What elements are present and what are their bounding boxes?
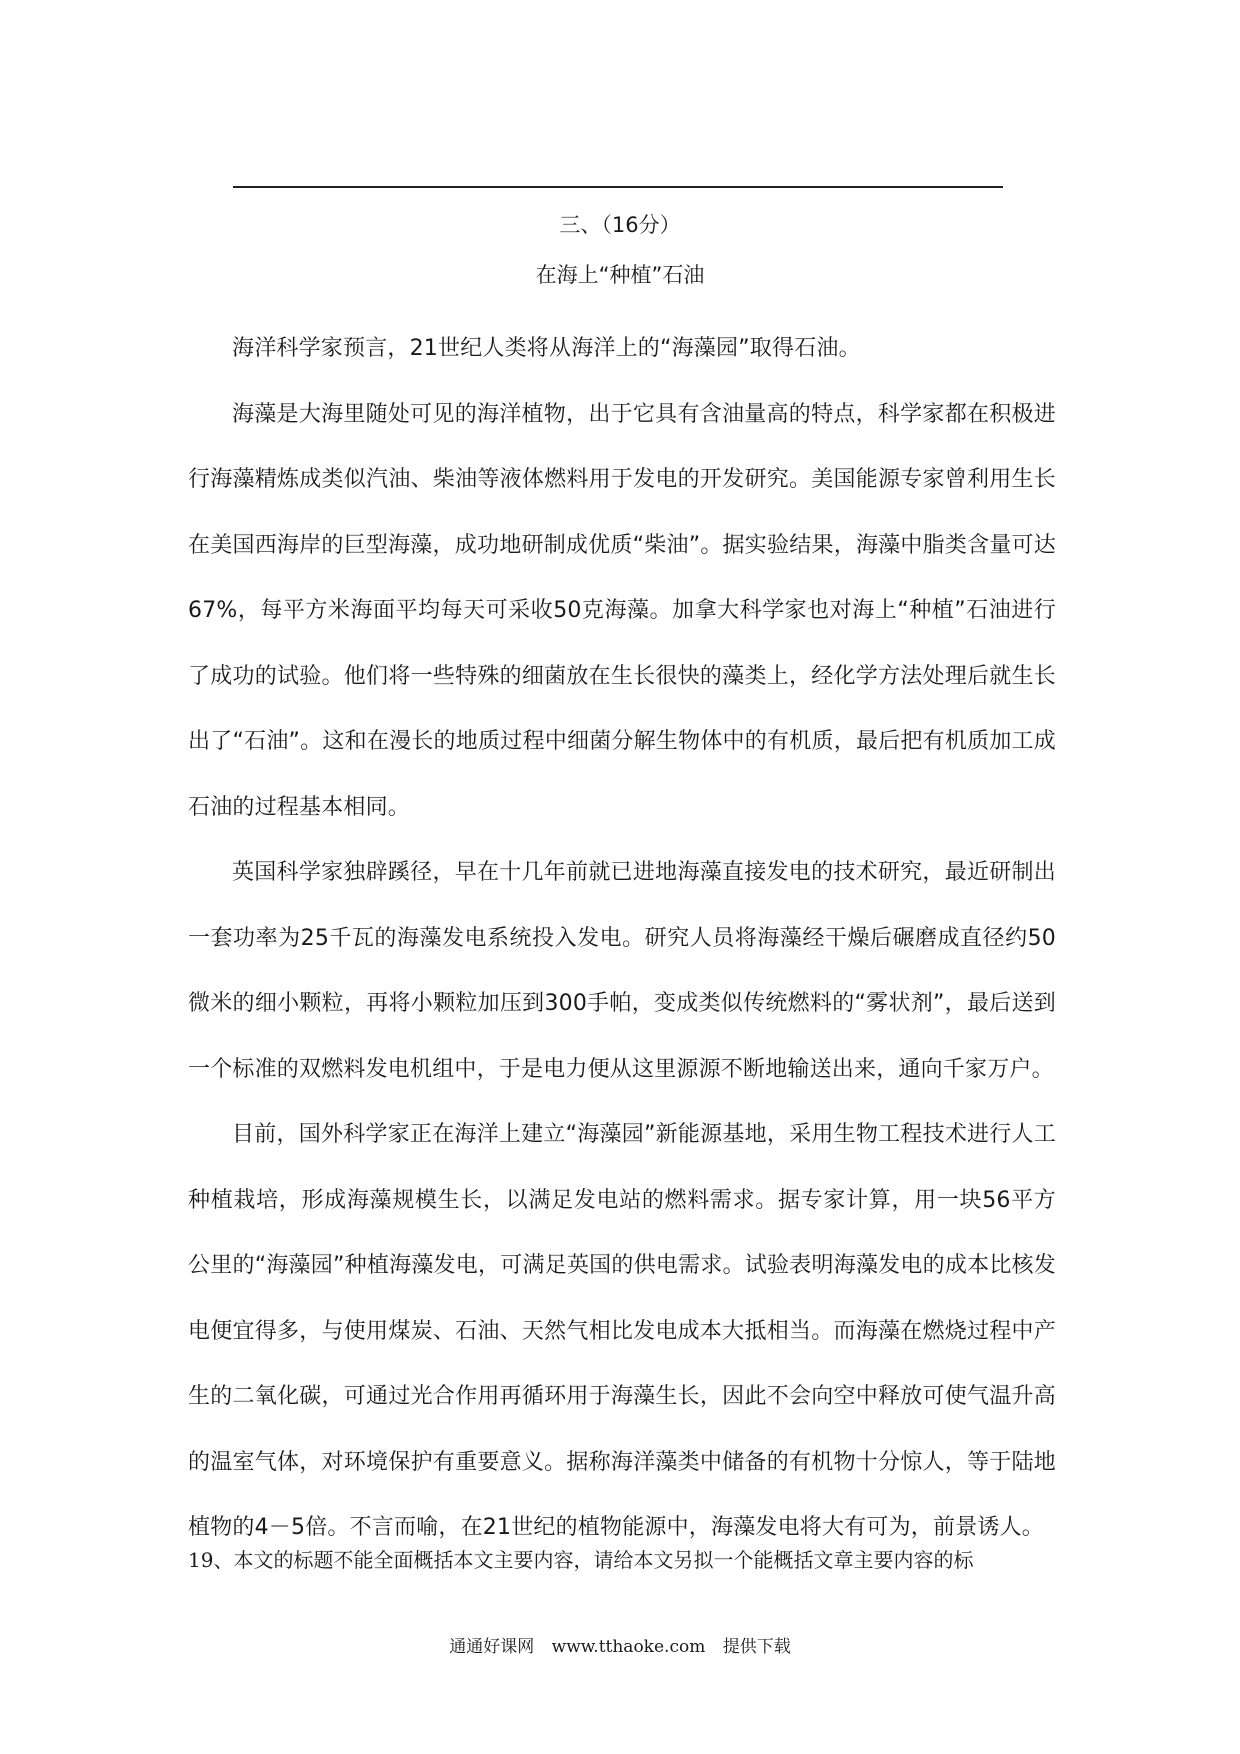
footer-suffix: 提供下载 xyxy=(722,1637,791,1657)
paragraph-1: 海洋科学家预言，21世纪人类将从海洋上的“海藻园”取得石油。 xyxy=(232,336,861,361)
footer-url: www.tthaoke.com xyxy=(551,1637,706,1657)
page-footer xyxy=(0,1634,1240,1660)
paragraph-2: 海藻是大海里随处可见的海洋植物，出于它具有含油量高的特点，科学家都在积极进行海藻精炼成类似汽油、柴油等液体燃料用于发电的开发研究。美国能源专家曾利用生长在美国西海岸的巨型海藻，成功地研制成优质“柴油”。据实验结果，海藻中脂类含量可达67%，每平方米海面平均每天可采收50克海藻。加拿大科学家也对海上“种植”石油进行了成功的试验。他们将一些特殊的细菌放在生长很快的藻类上，经化学方法处理后就生长出了“石油”。这和在漫长的地质过程中细菌分解生物体中的有机质，最后把有机质加工成石油的过程基本相同。 xyxy=(188,401,1056,820)
article-title: 在海上“种植”石油 xyxy=(535,263,705,287)
section-heading: 三、（16分） xyxy=(559,213,681,237)
top-divider xyxy=(233,186,1003,188)
article-body xyxy=(188,316,1056,1561)
paragraph-4: 目前，国外科学家正在海洋上建立“海藻园”新能源基地，采用生物工程技术进行人工种植栽培，形成海藻规模生长，以满足发电站的燃料需求。据专家计算，用一块56平方公里的“海藻园”种植海藻发电，可满足英国的供电需求。试验表明海藻发电的成本比核发电便宜得多，与使用煤炭、石油、天然气相比发电成本大抵相当。而海藻在燃烧过程中产生的二氧化碳，可通过光合作用再循环用于海藻生长，因此不会向空中释放可使气温升高的温室气体，对环境保护有重要意义。据称海洋藻类中储备的有机物十分惊人，等于陆地植物的4－5倍。不言而喻，在21世纪的植物能源中，海藻发电将大有可为，前景诱人。 xyxy=(188,1122,1056,1540)
paragraph-3: 英国科学家独辟蹊径，早在十几年前就已进地海藻直接发电的技术研究，最近研制出一套功率为25千瓦的海藻发电系统投入发电。研究人员将海藻经干燥后碾磨成直径约50微米的细小颗粒，再将小颗粒加压到300手帕，变成类似传统燃料的“雾状剂”，最后送到一个标准的双燃料发电机组中，于是电力便从这里源源不断地输送出来，通向千家万户。 xyxy=(188,860,1056,1082)
footer-site-name: 通通好课网 xyxy=(449,1637,535,1657)
question-19: 19、本文的标题不能全面概括本文主要内容，请给本文另拟一个能概括文章主要内容的标 xyxy=(188,1548,974,1572)
